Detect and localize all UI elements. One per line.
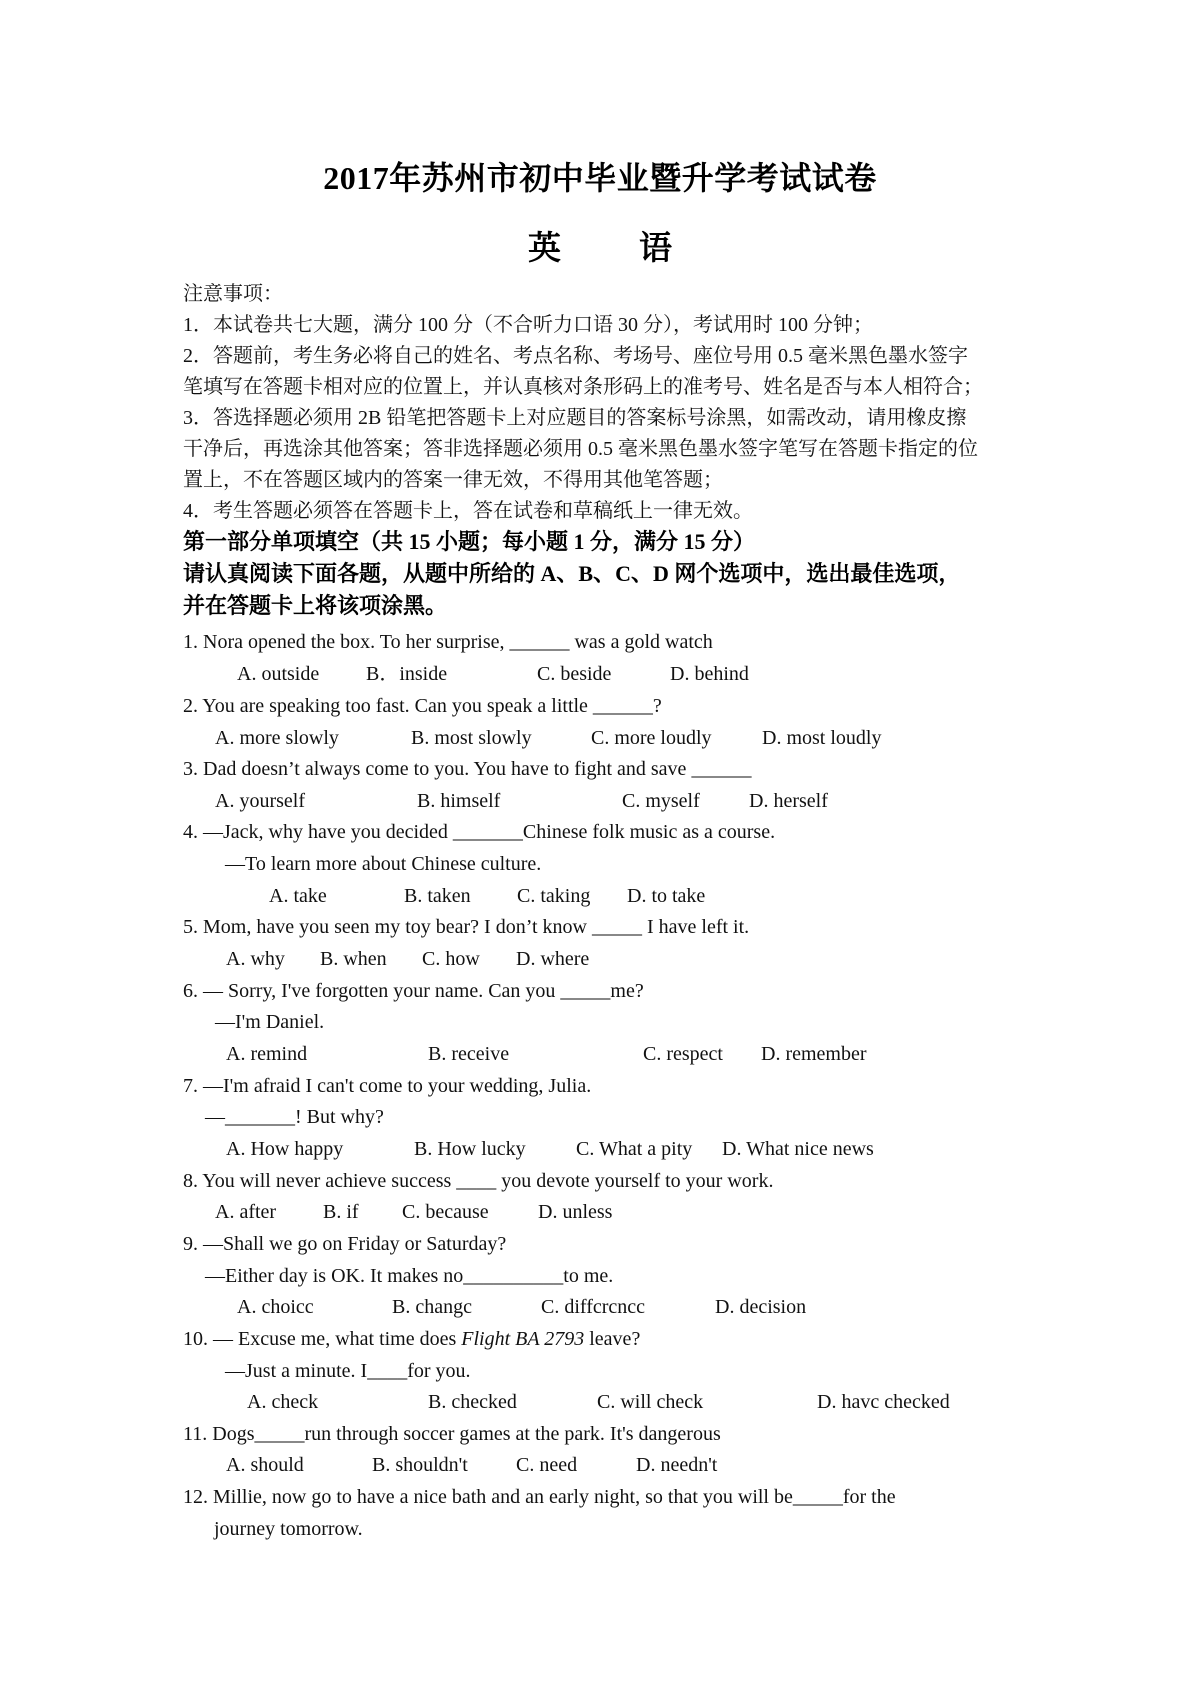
question-stem: 1. Nora opened the box. To her surprise, ______ was a gold watch	[183, 631, 713, 653]
option: D. needn't	[636, 1454, 718, 1476]
option: A. yourself	[215, 790, 305, 812]
question-stem: 5. Mom, have you seen my toy bear? I don’t know _____ I have left it.	[183, 916, 750, 938]
stem-text: 10. — Excuse me, what time does	[183, 1328, 462, 1350]
option: B. changc	[392, 1296, 472, 1318]
option: B. most slowly	[411, 727, 532, 749]
option: C. need	[516, 1454, 578, 1476]
option: C. respect	[643, 1043, 723, 1065]
option: C. will check	[597, 1391, 704, 1413]
option: C. how	[422, 948, 480, 970]
option: A. after	[215, 1201, 277, 1223]
notes-line: 4．考生答题必须答在答题卡上，答在试卷和草稿纸上一律无效。	[183, 500, 753, 522]
option: C. because	[402, 1201, 489, 1223]
option: C. taking	[517, 885, 591, 907]
option: D. remember	[761, 1043, 867, 1065]
notes-heading: 注意事项：	[183, 283, 283, 305]
option: A. take	[269, 885, 327, 907]
question-stem: 8. You will never achieve success ____ you devote yourself to your work.	[183, 1170, 774, 1192]
option: B. himself	[417, 790, 501, 812]
flight-number: Flight BA 2793	[461, 1328, 585, 1350]
option: C. diffcrcncc	[541, 1296, 646, 1318]
exam-title: 2017年苏州市初中毕业暨升学考试试卷	[323, 160, 877, 196]
question-reply: —To learn more about Chinese culture.	[225, 853, 542, 875]
option: A. check	[247, 1391, 319, 1413]
option: D. where	[516, 948, 590, 970]
option: A. more slowly	[215, 727, 339, 749]
section-title: 第一部分单项填空（共 15 小题；每小题 1 分，满分 15 分）	[183, 529, 756, 554]
option: B. checked	[428, 1391, 517, 1413]
subject-char-2: 语	[639, 231, 672, 267]
question-stem: 7. —I'm afraid I can't come to your wedding, Julia.	[183, 1075, 592, 1097]
notes-line: 3．答选择题必须用 2B 铅笔把答题卡上对应题目的答案标号涂黑，如需改动，请用橡皮擦	[183, 407, 967, 429]
notes-line: 2．答题前，考生务必将自己的姓名、考点名称、考场号、座位号用 0.5 毫米黑色墨水签字	[183, 345, 968, 367]
option: A. How happy	[226, 1138, 344, 1160]
question-stem: 4. —Jack, why have you decided _______Chinese folk music as a course.	[183, 821, 776, 843]
notes-line: 置上，不在答题区域内的答案一律无效，不得用其他笔答题；	[183, 469, 723, 491]
option: B. receive	[428, 1043, 510, 1065]
option: A. why	[226, 948, 285, 970]
question-stem-continued: journey tomorrow.	[214, 1518, 363, 1540]
section-instruction: 请认真阅读下面各题，从题中所给的 A、B、C、D 网个选项中，选出最佳选项，	[183, 561, 961, 586]
stem-text: leave?	[584, 1328, 641, 1350]
question-reply: —I'm Daniel.	[215, 1011, 325, 1033]
notes-line: 笔填写在答题卡相对应的位置上，并认真核对条形码上的准考号、姓名是否与本人相符合；	[183, 376, 983, 398]
option: B. when	[320, 948, 387, 970]
question-reply: —_______! But why?	[205, 1106, 384, 1128]
question-stem: 9. —Shall we go on Friday or Saturday?	[183, 1233, 507, 1255]
question-stem: 3. Dad doesn’t always come to you. You have to fight and save ______	[183, 758, 752, 780]
question-stem: 2. You are speaking too fast. Can you speak a little ______?	[183, 695, 662, 717]
option: D. What nice news	[722, 1138, 874, 1160]
option: A. choicc	[237, 1296, 314, 1318]
notes-line: 1．本试卷共七大题，满分 100 分（不合听力口语 30 分），考试用时 100 分钟；	[183, 314, 873, 336]
option: D. to take	[627, 885, 706, 907]
option: D. unless	[538, 1201, 613, 1223]
option: B．inside	[366, 663, 448, 685]
option: D. behind	[670, 663, 749, 685]
option: C. What a pity	[576, 1138, 693, 1160]
question-stem: 6. — Sorry, I've forgotten your name. Can you _____me?	[183, 980, 644, 1002]
option: B. taken	[404, 885, 471, 907]
question-stem: 11. Dogs_____run through soccer games at the park. It's dangerous	[183, 1423, 721, 1445]
option: B. shouldn't	[372, 1454, 468, 1476]
question-stem: 12. Millie, now go to have a nice bath and an early night, so that you will be_____for the	[183, 1486, 896, 1508]
option: A. outside	[237, 663, 320, 685]
subject-title	[0, 222, 1200, 269]
option: C. beside	[537, 663, 612, 685]
question-reply: —Either day is OK. It makes no__________to me.	[205, 1265, 614, 1287]
option: B. if	[323, 1201, 359, 1223]
section-instruction: 并在答题卡上将该项涂黑。	[183, 593, 448, 618]
subject-char-1: 英	[528, 231, 561, 267]
option: C. more loudly	[591, 727, 712, 749]
option: D. most loudly	[762, 727, 882, 749]
option: A. should	[226, 1454, 304, 1476]
question-reply: —Just a minute. I____for you.	[225, 1360, 471, 1382]
option: B. How lucky	[414, 1138, 526, 1160]
option: C. myself	[622, 790, 700, 812]
notes-line: 干净后，再选涂其他答案；答非选择题必须用 0.5 毫米黑色墨水签字笔写在答题卡指定的位	[183, 438, 978, 460]
option: D. havc checked	[817, 1391, 950, 1413]
question-stem	[183, 1327, 640, 1351]
option: A. remind	[226, 1043, 308, 1065]
option: D. herself	[749, 790, 828, 812]
option: D. decision	[715, 1296, 807, 1318]
